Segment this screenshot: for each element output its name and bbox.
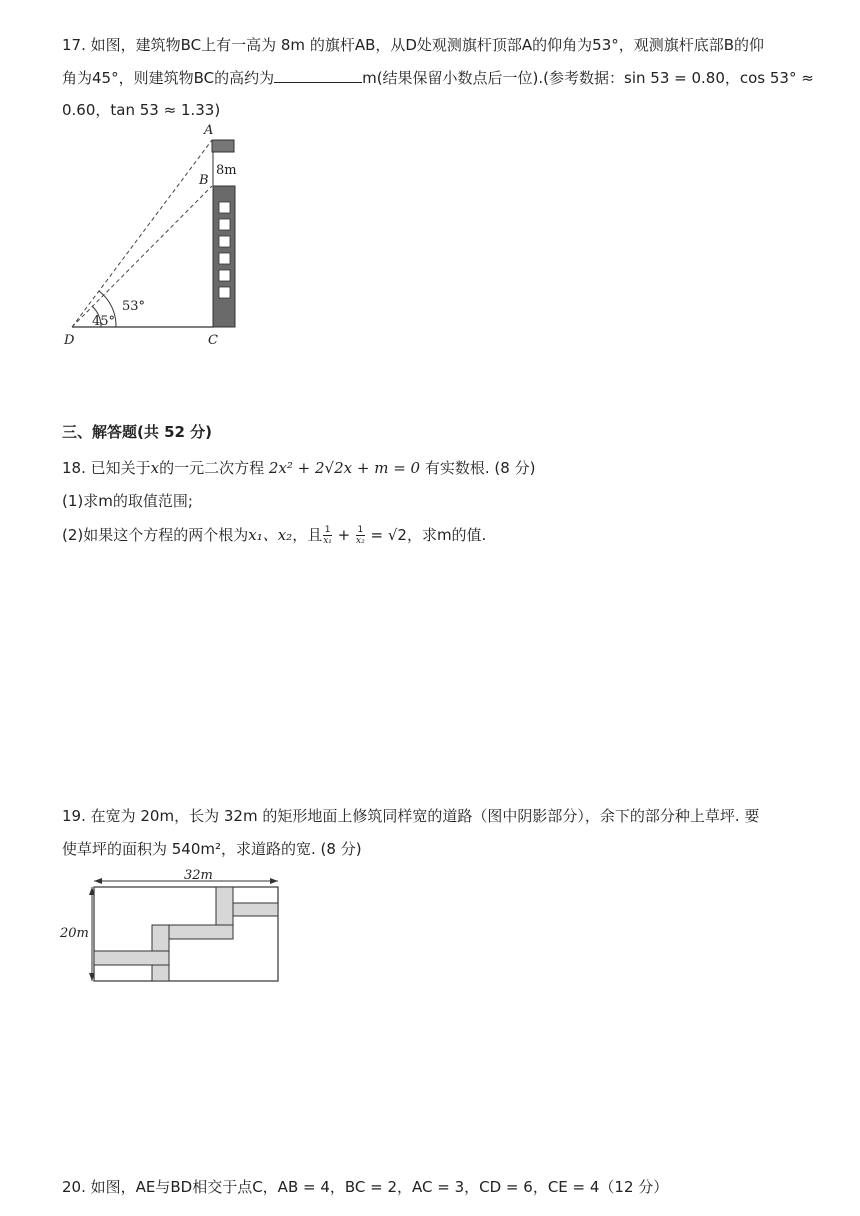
q18-roots: x₁、x₂ [248, 526, 293, 544]
q18-stem-pre: 18. 已知关于 [62, 459, 151, 477]
label-8m: 8m [216, 163, 237, 178]
q17-line2-after: m(结果保留小数点后一位).(参考数据：sin 53 = 0.80，cos 53° ≈ [362, 69, 814, 87]
q19-figure [58, 865, 288, 990]
q20-line1: 20. 如图，AE与BD相交于点C，AB = 4，BC = 2，AC = 3，CD = 6，CE = 4（12 分） [62, 1178, 669, 1196]
label-C: C [208, 333, 218, 348]
length-label: 32m [184, 868, 213, 883]
q18-part1: (1)求m的取值范围; [62, 492, 193, 510]
flagpole [212, 140, 234, 152]
q17-line2 [62, 67, 814, 89]
label-A: A [204, 123, 214, 138]
label-B: B [199, 173, 209, 188]
q18-var-x: x [150, 459, 160, 477]
q19-line1: 19. 在宽为 20m，长为 32m 的矩形地面上修筑同样宽的道路（图中阴影部分），余下的部分种上草坪. 要 [62, 807, 760, 825]
q17-line1: 17. 如图，建筑物BC上有一高为 8m 的旗杆AB，从D处观测旗杆顶部A的仰角为53°，观测旗杆底部B的仰 [62, 36, 765, 54]
q18-stem-post: 有实数根. (8 分) [424, 459, 536, 477]
angle-45-label: 45° [92, 314, 116, 329]
q18-part2-post: ，求m的值. [406, 526, 487, 544]
q19-line2: 使草坪的面积为 540m²，求道路的宽. (8 分) [62, 840, 362, 858]
label-D: D [64, 333, 75, 348]
q18-part2-pre: (2)如果这个方程的两个根为 [62, 526, 249, 544]
fraction-1-over-x2: $\frac{1}{\text{x₂}}$ [356, 525, 365, 546]
q18-stem [62, 457, 535, 479]
q18-equation: 2x² + 2√2x + m = 0 [268, 459, 421, 477]
q18-part2-mid: ，且 [292, 526, 323, 544]
width-label: 20m [60, 926, 89, 941]
q17-line2-before: 角为45°，则建筑物BC的高约为 [62, 69, 275, 87]
q17-figure [58, 120, 248, 350]
section3-title: 三、解答题(共 52 分) [62, 423, 213, 441]
angle-53-label: 53° [122, 299, 146, 314]
fraction-1-over-x1: $\frac{1}{\text{x₁}}$ [323, 525, 332, 546]
answer-blank [274, 68, 362, 83]
q18-part2: (2)如果这个方程的两个根为x₁、x₂，且 $\frac{1}{\text{x₁}}$ + $\frac{1}{\text{x₂}}$ = √2，求m的值. [62, 525, 487, 546]
q17-line3: 0.60，tan 53 ≈ 1.33) [62, 101, 221, 119]
q18-stem-mid: 的一元二次方程 [159, 459, 265, 477]
q18-frac-rhs: = √2 [370, 526, 407, 544]
